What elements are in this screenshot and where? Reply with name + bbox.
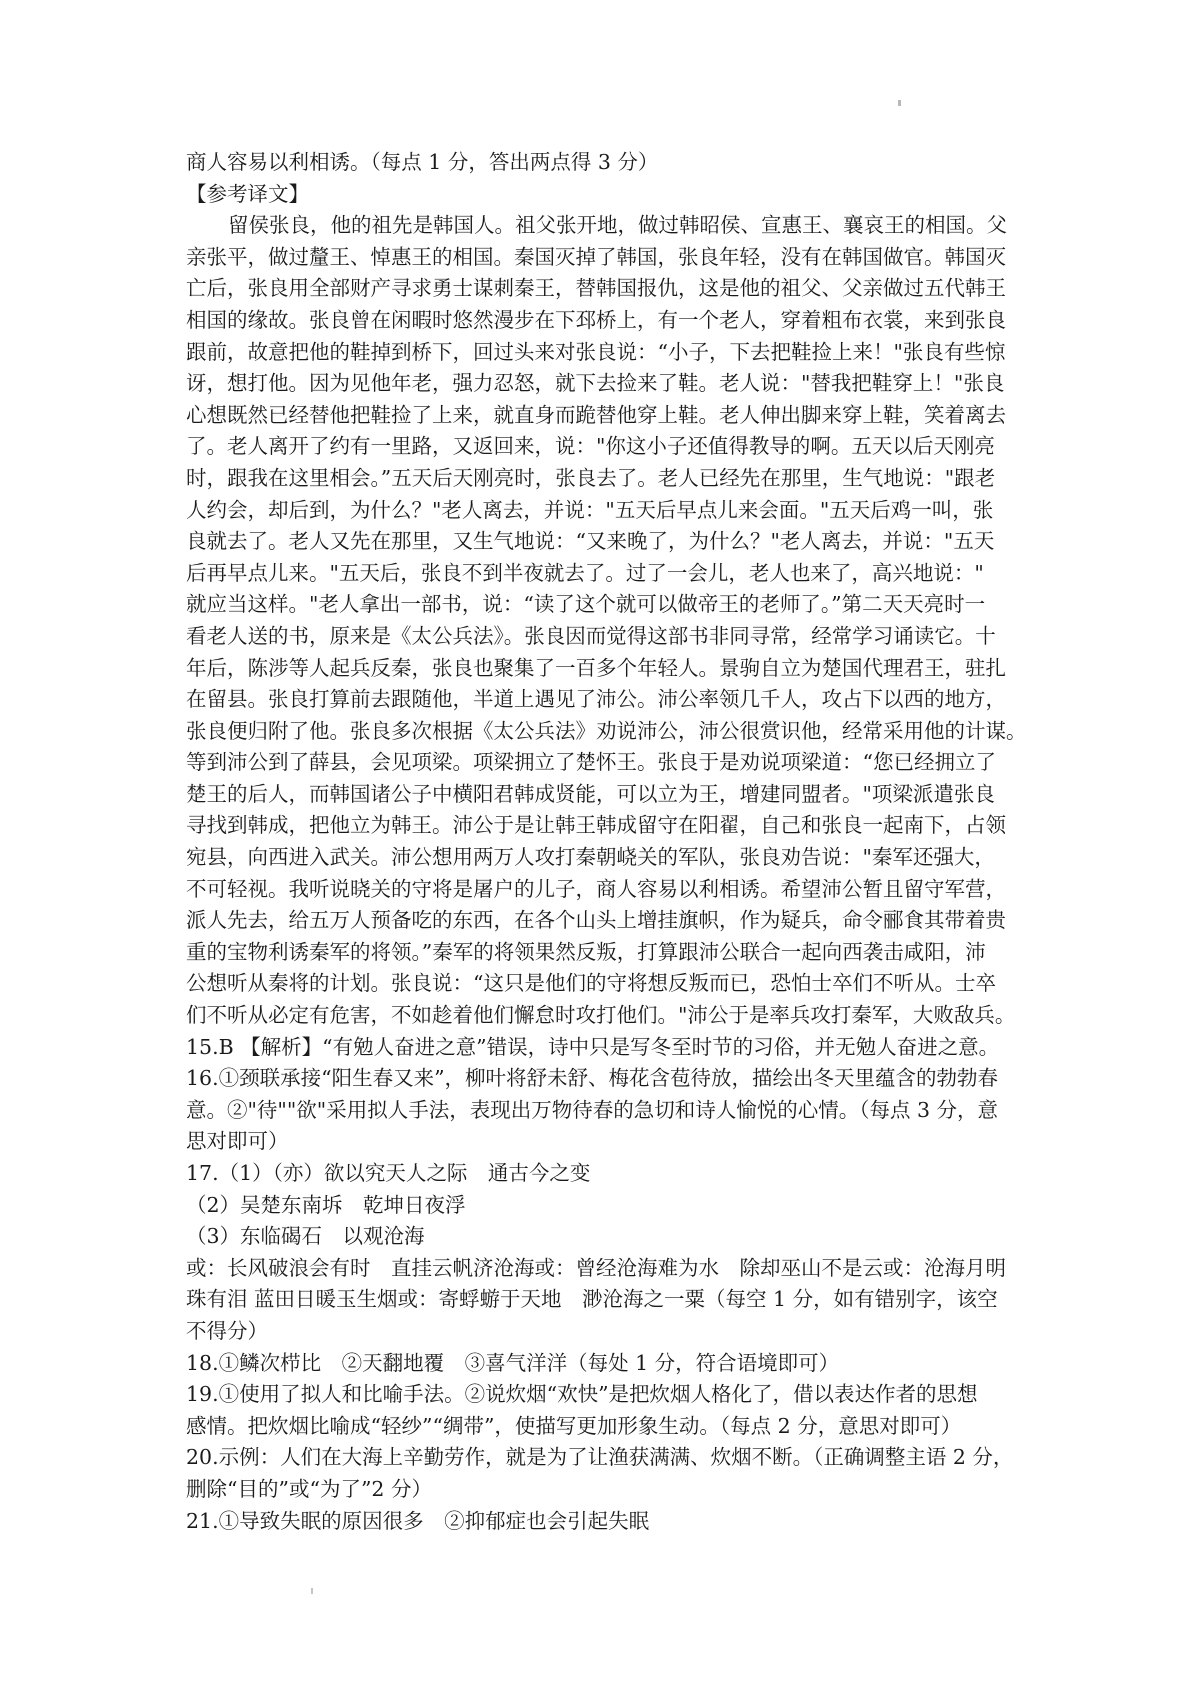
- answer-17-3: （3）东临碣石 以观沧海: [186, 1224, 425, 1249]
- scan-mark-top: [898, 100, 901, 106]
- translation-line: 张良便归附了他。张良多次根据《太公兵法》劝说沛公，沛公很赏识他，经常采用他的计谋。: [186, 718, 1027, 743]
- translation-line: 在留县。张良打算前去跟随他，半道上遇见了沛公。沛公率领几千人，攻占下以西的地方，: [186, 687, 1006, 712]
- translation-line: 留侯张良，他的祖先是韩国人。祖父张开地，做过韩昭侯、宣惠王、襄哀王的相国。父: [228, 213, 1007, 238]
- translation-line: 心想既然已经替他把鞋捡了上来，就直身而跪替他穿上鞋。老人伸出脚来穿上鞋，笑着离去: [186, 402, 1006, 427]
- translation-line: 公想听从秦将的计划。张良说：“这只是他们的守将想反叛而已，恐怕士卒们不听从。士卒: [186, 971, 996, 996]
- translation-line: 人约会，却后到，为什么？"老人离去，并说："五天后早点儿来会面。"五天后鸡一叫，张: [186, 497, 994, 522]
- answer-17-alternatives: 不得分）: [186, 1318, 268, 1343]
- translation-line: 亡后，张良用全部财产寻求勇士谋刺秦王，替韩国报仇，这是他的祖父、父亲做过五代韩王: [186, 276, 1006, 301]
- translation-line: 亲张平，做过釐王、悼惠王的相国。秦国灭掉了韩国，张良年轻，没有在韩国做官。韩国灭: [186, 244, 1006, 269]
- answer-21: 21.①导致失眠的原因很多 ②抑郁症也会引起失眠: [186, 1508, 650, 1533]
- answer-18: 18.①鳞次栉比 ②天翻地覆 ③喜气洋洋（每处 1 分，符合语境即可）: [186, 1350, 840, 1375]
- translation-line: 相国的缘故。张良曾在闲暇时悠然漫步在下邳桥上，有一个老人，穿着粗布衣裳，来到张良: [186, 307, 1006, 332]
- translation-line: 等到沛公到了薛县，会见项梁。项梁拥立了楚怀王。张良于是劝说项梁道：“您已经拥立了: [186, 750, 996, 775]
- translation-line: 时，跟我在这里相会。”五天后天刚亮时，张良去了。老人已经先在那里，生气地说："跟老: [186, 465, 996, 490]
- answer-16-cont: 思对即可）: [186, 1129, 289, 1154]
- answer-19: 19.①使用了拟人和比喻手法。②说炊烟“欢快”是把炊烟人格化了，借以表达作者的思想: [186, 1382, 978, 1407]
- translation-line: 就应当这样。"老人拿出一部书，说：“读了这个就可以做帝王的老师了。”第二天天亮时一: [186, 592, 986, 617]
- translation-line: 寻找到韩成，把他立为韩王。沛公于是让韩王韩成留守在阳翟，自己和张良一起南下，占领: [186, 813, 1006, 838]
- translation-line: 派人先去，给五万人预备吃的东西，在各个山头上增挂旗帜，作为疑兵，命令郦食其带着贵: [186, 908, 1006, 933]
- translation-line: 年后，陈涉等人起兵反秦，张良也聚集了一百多个年轻人。景驹自立为楚国代理君王，驻扎: [186, 655, 1006, 680]
- translation-line: 后再早点儿来。"五天后，张良不到半夜就去了。过了一会儿，老人也来了，高兴地说：": [186, 560, 984, 585]
- translation-line: 看老人送的书，原来是《太公兵法》。张良因而觉得这部书非同寻常，经常学习诵读它。十: [186, 623, 996, 648]
- translation-line: 宛县，向西进入武关。沛公想用两万人攻打秦朝峣关的军队，张良劝告说："秦军还强大，: [186, 845, 995, 870]
- scan-mark-bottom: [311, 1588, 313, 1594]
- translation-line: 良就去了。老人又先在那里，又生气地说：“又来晚了，为什么？"老人离去，并说："五天: [186, 529, 995, 554]
- answer-17-2: （2）吴楚东南坼 乾坤日夜浮: [186, 1192, 466, 1217]
- translation-line: 楚王的后人，而韩国诸公子中横阳君韩成贤能，可以立为王，增建同盟者。"项梁派遣张良: [186, 781, 995, 806]
- answer-17-alternatives: 或：长风破浪会有时 直挂云帆济沧海或：曾经沧海难为水 除却巫山不是云或：沧海月明: [186, 1255, 1006, 1280]
- translation-line: 们不听从必定有危害，不如趁着他们懈怠时攻打他们。"沛公于是率兵攻打秦军，大败敌兵。: [186, 1003, 1016, 1028]
- text-line: 商人容易以利相诱。（每点 1 分，答出两点得 3 分）: [186, 150, 659, 174]
- answer-17: 17.（1）（亦）欲以究天人之际 通古今之变: [186, 1161, 591, 1185]
- answer-17-alternatives: 珠有泪 蓝田日暖玉生烟或：寄蜉蝣于天地 渺沧海之一粟（每空 1 分，如有错别字，该空: [186, 1287, 998, 1312]
- answer-20: 20.示例：人们在大海上辛勤劳作，就是为了让渔获满满、炊烟不断。（正确调整主语 2 分，: [186, 1445, 1014, 1470]
- section-heading-translation: 【参考译文】: [186, 181, 309, 206]
- answer-19-cont: 感情。把炊烟比喻成“轻纱”“绸带”，使描写更加形象生动。（每点 2 分，意思对即可）: [186, 1413, 962, 1438]
- answer-20-cont: 删除“目的”或“为了”2 分）: [186, 1476, 432, 1501]
- translation-line: 不可轻视。我听说晓关的守将是屠户的儿子，商人容易以利相诱。希望沛公暂且留守军营，: [186, 876, 1006, 901]
- translation-line: 跟前，故意把他的鞋掉到桥下，回过头来对张良说：“小子，下去把鞋捡上来！"张良有些惊: [186, 339, 1006, 364]
- translation-line: 重的宝物利诱秦军的将领。”秦军的将领果然反叛，打算跟沛公联合一起向西袭击咸阳，沛: [186, 939, 986, 964]
- answer-15: 15.B 【解析】“有勉人奋进之意”错误，诗中只是写冬至时节的习俗，并无勉人奋进之意。: [186, 1034, 1000, 1059]
- translation-line: 了。老人离开了约有一里路，又返回来，说："你这小子还值得教导的啊。五天以后天刚亮: [186, 434, 995, 459]
- translation-line: 讶，想打他。因为见他年老，强力忍怒，就下去捡来了鞋。老人说："替我把鞋穿上！"张良: [186, 371, 1005, 396]
- answer-16: 16.①颈联承接“阳生春又来”，柳叶将舒未舒、梅花含苞待放，描绘出冬天里蕴含的勃勃春: [186, 1066, 999, 1091]
- answer-page: [186, 147, 1046, 1537]
- answer-16-cont: 意。②"待""欲"采用拟人手法，表现出万物待春的急切和诗人愉悦的心情。（每点 3 分，意: [186, 1097, 999, 1122]
